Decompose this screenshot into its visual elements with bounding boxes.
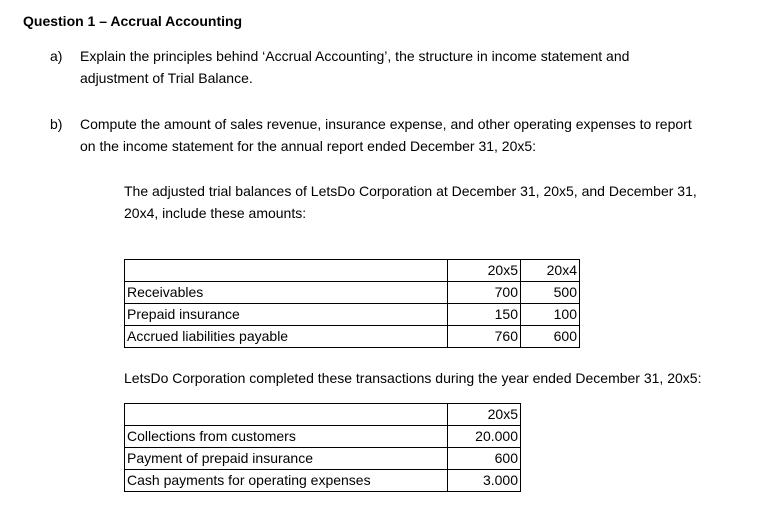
table-header-20x4: 20x4 xyxy=(521,260,580,282)
part-b-marker: b) xyxy=(50,116,63,132)
row-value-20x4: 100 xyxy=(521,304,580,326)
row-value-20x4: 600 xyxy=(521,326,580,348)
row-value-20x5: 150 xyxy=(448,304,521,326)
part-b-line-1: Compute the amount of sales revenue, insurance expense, and other operating expenses to report xyxy=(80,116,692,132)
table-header-20x5: 20x5 xyxy=(448,404,521,426)
intro-line-1: The adjusted trial balances of LetsDo Corporation at December 31, 20x5, and December 31, xyxy=(124,183,697,199)
row-value-20x5: 600 xyxy=(448,448,521,470)
adjusted-trial-balances-table xyxy=(124,259,580,348)
table-header-20x5: 20x5 xyxy=(448,260,521,282)
part-a-line-1: Explain the principles behind ‘Accrual Accounting’, the structure in income statement and xyxy=(80,48,630,64)
question-title: Question 1 – Accrual Accounting xyxy=(23,13,243,29)
transactions-intro: LetsDo Corporation completed these transactions during the year ended December 31, 20x5: xyxy=(124,370,702,386)
row-value-20x5: 20.000 xyxy=(448,426,521,448)
row-value-20x5: 700 xyxy=(448,282,521,304)
row-value-20x5: 760 xyxy=(448,326,521,348)
table-header-blank xyxy=(125,404,448,426)
table-row xyxy=(125,282,580,304)
table-row xyxy=(125,304,580,326)
table-header-blank xyxy=(125,260,448,282)
row-label: Receivables xyxy=(125,282,448,304)
part-a-marker: a) xyxy=(50,48,63,64)
row-label: Collections from customers xyxy=(125,426,448,448)
part-a-line-2: adjustment of Trial Balance. xyxy=(80,70,253,86)
row-value-20x5: 3.000 xyxy=(448,470,521,492)
transactions-table xyxy=(124,403,521,492)
row-value-20x4: 500 xyxy=(521,282,580,304)
intro-line-2: 20x4, include these amounts: xyxy=(124,205,307,221)
table-header-row xyxy=(125,260,580,282)
row-label: Payment of prepaid insurance xyxy=(125,448,448,470)
table-header-row xyxy=(125,404,521,426)
row-label: Prepaid insurance xyxy=(125,304,448,326)
row-label: Accrued liabilities payable xyxy=(125,326,448,348)
row-label: Cash payments for operating expenses xyxy=(125,470,448,492)
table-row xyxy=(125,448,521,470)
table-row xyxy=(125,426,521,448)
table-row xyxy=(125,326,580,348)
table-row xyxy=(125,470,521,492)
part-b-line-2: on the income statement for the annual report ended December 31, 20x5: xyxy=(80,138,537,154)
